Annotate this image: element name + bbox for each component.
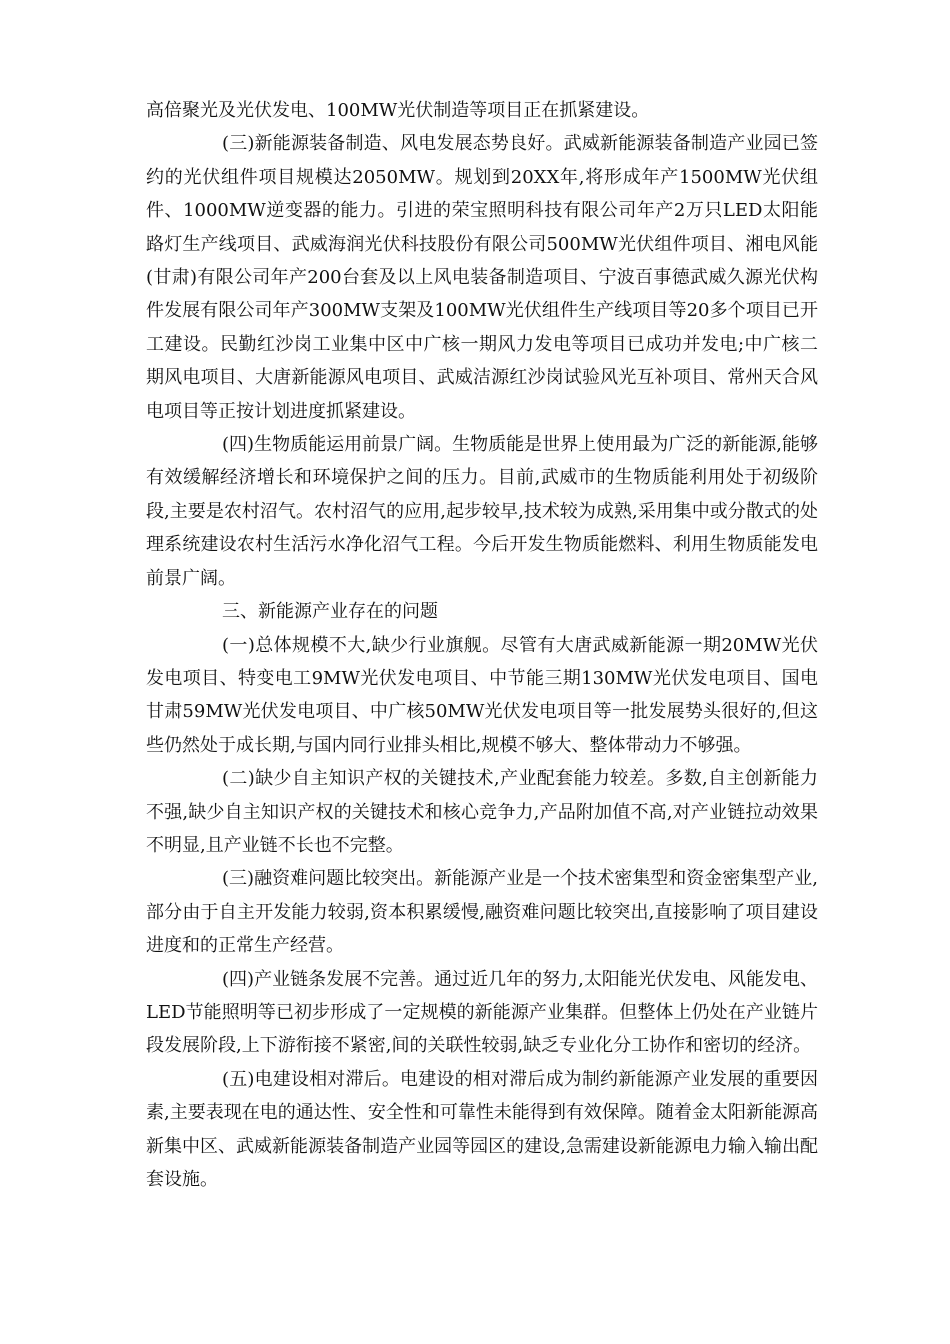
paragraph-continuation: 高倍聚光及光伏发电、100MW光伏制造等项目正在抓紧建设。	[146, 100, 650, 121]
paragraph-industry-chain: (四)产业链条发展不完善。通过近几年的努力,太阳能光伏发电、风能发电、LED节能照明等已初步形成了一定规模的新能源产业集群。但整体上仍处在产业链片段发展阶段,上下游衔接不紧密,间的关联性较弱,缺乏专业化分工协作和密切的经济。	[146, 968, 818, 1057]
paragraph-technology: (二)缺少自主知识产权的关键技术,产业配套能力较差。多数,自主创新能力不强,缺少自主知识产权的关键技术和核心竞争力,产品附加值不高,对产业链拉动效果不明显,且产业链不长也不完整。	[146, 768, 818, 856]
paragraph-scale: (一)总体规模不大,缺少行业旗舰。尽管有大唐武威新能源一期20MW光伏发电项目、特变电工9MW光伏发电项目、中节能三期130MW光伏发电项目、国电甘肃59MW光伏发电项目、中广核50MW光伏发电项目等一批发展势头很好的,但这些仍然处于成长期,与国内同行业排头相比,规模不够大、整体带动力不够强。	[146, 634, 818, 756]
paragraph-biomass: (四)生物质能运用前景广阔。生物质能是世界上使用最为广泛的新能源,能够有效缓解经济增长和环境保护之间的压力。目前,武威市的生物质能利用处于初级阶段,主要是农村沼气。农村沼气的应用,起步较早,技术较为成熟,采用集中或分散式的处理系统建设农村生活污水净化沼气工程。今后开发生物质能燃料、利用生物质能发电前景广阔。	[146, 434, 818, 589]
document-body	[146, 94, 818, 1196]
paragraph-financing: (三)融资难问题比较突出。新能源产业是一个技术密集型和资金密集型产业,部分由于自主开发能力较弱,资本积累缓慢,融资难问题比较突出,直接影响了项目建设进度和的正常生产经营。	[146, 868, 818, 957]
paragraph-grid-construction: (五)电建设相对滞后。电建设的相对滞后成为制约新能源产业发展的重要因素,主要表现在电的通达性、安全性和可靠性未能得到有效保障。随着金太阳新能源高新集中区、武威新能源装备制造产业园等园区的建设,急需建设新能源电力输入输出配套设施。	[146, 1068, 818, 1190]
section-heading-problems: 三、新能源产业存在的问题	[222, 601, 438, 623]
paragraph-equipment-wind: (三)新能源装备制造、风电发展态势良好。武威新能源装备制造产业园已签约的光伏组件项目规模达2050MW。规划到20XX年,将形成年产1500MW光伏组件、1000MW逆变器的能力。引进的荣宝照明科技有限公司年产2万只LED太阳能路灯生产线项目、武威海润光伏科技股份有限公司500MW光伏组件项目、湘电风能(甘肃)有限公司年产200台套及以上风电装备制造项目、宁波百事德武威久源光伏构件发展有限公司年产300MW支架及100MW光伏组件生产线项目等20多个项目已开工建设。民勤红沙岗工业集中区中广核一期风力发电等项目已成功并发电;中广核二期风电项目、大唐新能源风电项目、武威洁源红沙岗试验风光互补项目、常州天合风电项目等正按计划进度抓紧建设。	[146, 133, 818, 422]
